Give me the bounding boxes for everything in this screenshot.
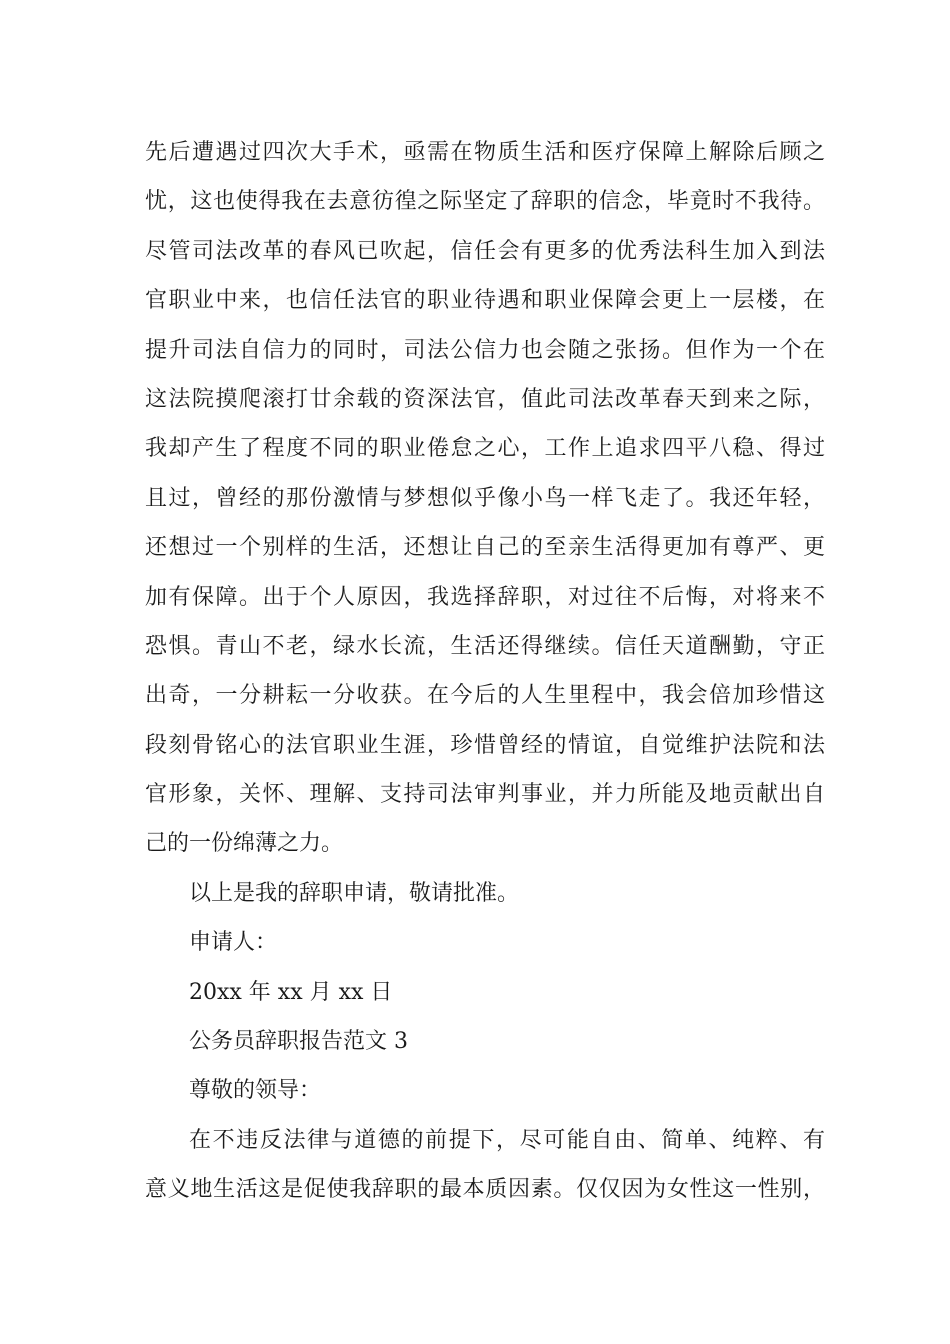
text-line: 段刻骨铭心的法官职业生涯，珍惜曾经的情谊，自觉维护法院和法 xyxy=(145,732,825,758)
text-line: 忧，这也使得我在去意彷徨之际坚定了辞职的信念，毕竟时不我待。 xyxy=(145,189,825,215)
text-line: 公务员辞职报告范文 3 xyxy=(189,1029,408,1055)
text-line: 20xx 年 xx 月 xx 日 xyxy=(189,979,393,1005)
text-line: 官形象，关怀、理解、支持司法审判事业，并力所能及地贡献出自 xyxy=(145,782,825,808)
text-line: 意义地生活这是促使我辞职的最本质因素。仅仅因为女性这一性别， xyxy=(145,1177,825,1203)
text-line: 己的一份绵薄之力。 xyxy=(145,831,344,857)
text-line: 我却产生了程度不同的职业倦怠之心，工作上追求四平八稳、得过 xyxy=(145,436,825,462)
text-line: 尊敬的领导： xyxy=(189,1078,322,1104)
text-line: 恐惧。青山不老，绿水长流，生活还得继续。信任天道酬勤，守正 xyxy=(145,633,825,659)
text-line: 这法院摸爬滚打廿余载的资深法官，值此司法改革春天到来之际， xyxy=(145,386,825,412)
text-line: 官职业中来，也信任法官的职业待遇和职业保障会更上一层楼，在 xyxy=(145,288,825,314)
text-line: 尽管司法改革的春风已吹起，信任会有更多的优秀法科生加入到法 xyxy=(145,238,825,264)
text-line: 且过，曾经的那份激情与梦想似乎像小鸟一样飞走了。我还年轻， xyxy=(145,485,825,511)
text-line: 提升司法自信力的同时，司法公信力也会随之张扬。但作为一个在 xyxy=(145,337,825,363)
text-line: 以上是我的辞职申请，敬请批准。 xyxy=(189,880,520,906)
text-line: 加有保障。出于个人原因，我选择辞职，对过往不后悔，对将来不 xyxy=(145,584,825,610)
text-line: 在不违反法律与道德的前提下，尽可能自由、简单、纯粹、有 xyxy=(189,1127,825,1153)
text-line: 出奇，一分耕耘一分收获。在今后的人生里程中，我会倍加珍惜这 xyxy=(145,683,825,709)
text-line: 先后遭遇过四次大手术，亟需在物质生活和医疗保障上解除后顾之 xyxy=(145,140,825,165)
document-body xyxy=(145,128,825,1215)
text-line: 还想过一个别样的生活，还想让自己的至亲生活得更加有尊严、更 xyxy=(145,535,825,561)
text-line: 申请人： xyxy=(189,930,278,956)
